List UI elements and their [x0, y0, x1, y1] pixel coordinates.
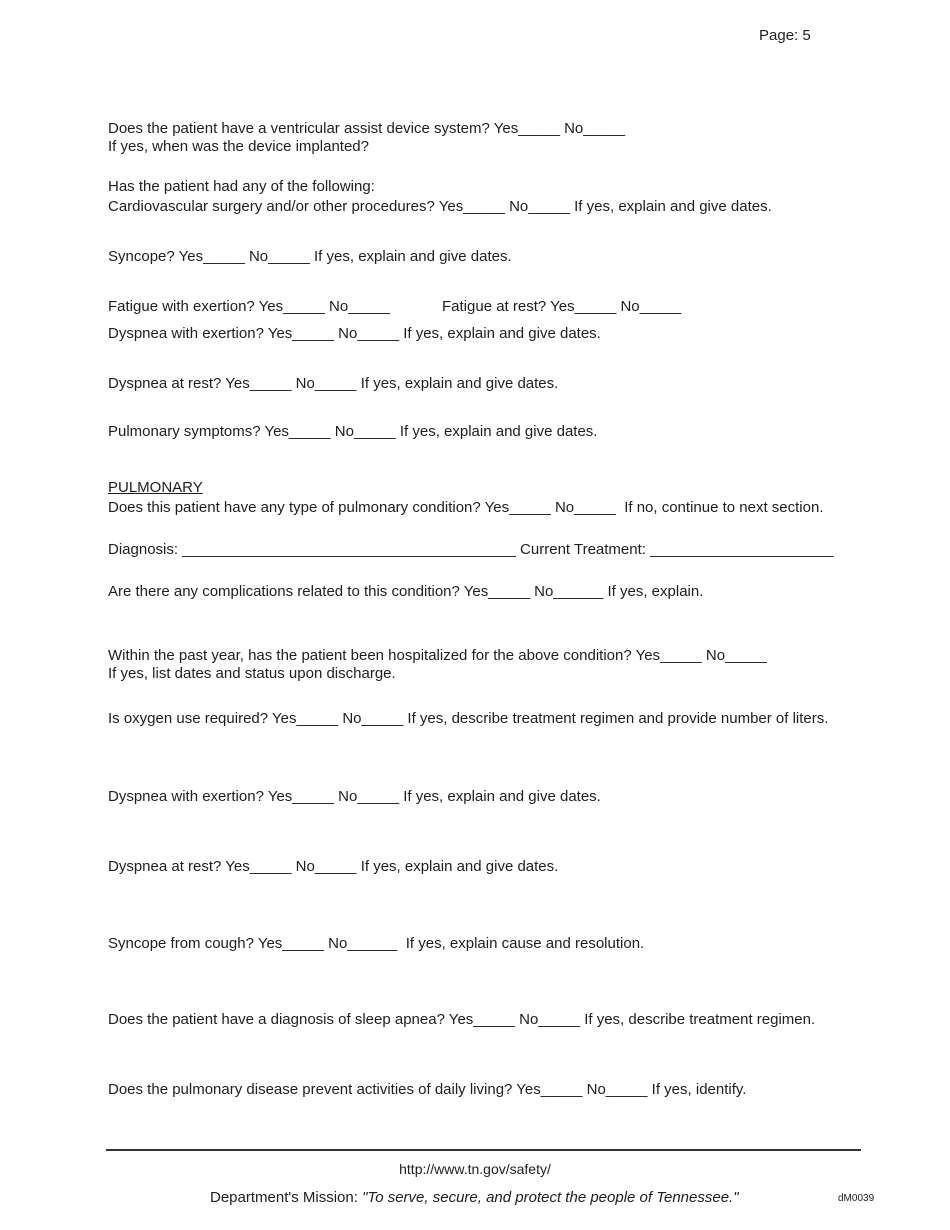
following-intro: Has the patient had any of the following: — [108, 178, 375, 195]
diagnosis-line: Diagnosis: ________________________________________ Current Treatment: ______________________ — [108, 541, 834, 558]
dyspnea-rest-question: Dyspnea at rest? Yes_____ No_____ If yes, explain and give dates. — [108, 375, 559, 392]
fatigue-rest-question: Fatigue at rest? Yes_____ No_____ — [442, 298, 682, 315]
oxygen-question: Is oxygen use required? Yes_____ No_____ If yes, describe treatment regimen and provide number of liters. — [108, 710, 829, 727]
mission-label: Department's Mission: — [210, 1189, 363, 1206]
vad-followup: If yes, when was the device implanted? — [108, 138, 369, 155]
mission-quote: "To serve, secure, and protect the people of Tennessee." — [362, 1189, 739, 1206]
footer-divider — [106, 1149, 861, 1151]
daily-living-question: Does the pulmonary disease prevent activities of daily living? Yes_____ No_____ If yes, identify. — [108, 1081, 747, 1098]
complications-question: Are there any complications related to this condition? Yes_____ No______ If yes, explain. — [108, 583, 704, 600]
pulmonary-symptoms-question: Pulmonary symptoms? Yes_____ No_____ If yes, explain and give dates. — [108, 423, 598, 440]
footer-url: http://www.tn.gov/safety/ — [399, 1161, 551, 1177]
pulmonary-section-title: PULMONARY — [108, 479, 203, 496]
hospitalized-question: Within the past year, has the patient been hospitalized for the above condition? Yes_____ No_____ — [108, 647, 767, 664]
fatigue-exertion-question: Fatigue with exertion? Yes_____ No_____ — [108, 298, 390, 315]
dyspnea-rest-question-2: Dyspnea at rest? Yes_____ No_____ If yes, explain and give dates. — [108, 858, 559, 875]
cardio-surgery-question: Cardiovascular surgery and/or other procedures? Yes_____ No_____ If yes, explain and give dates. — [108, 198, 772, 215]
hospitalized-followup: If yes, list dates and status upon discharge. — [108, 665, 396, 682]
dyspnea-exertion-question-2: Dyspnea with exertion? Yes_____ No_____ If yes, explain and give dates. — [108, 788, 601, 805]
syncope-cough-question: Syncope from cough? Yes_____ No______ If yes, explain cause and resolution. — [108, 935, 645, 952]
page-number: Page: 5 — [759, 27, 811, 44]
pulmonary-condition-question: Does this patient have any type of pulmonary condition? Yes_____ No_____ If no, continue to next section. — [108, 499, 824, 516]
form-code: dM0039 — [838, 1193, 875, 1204]
footer-mission — [210, 1189, 739, 1206]
dyspnea-exertion-question: Dyspnea with exertion? Yes_____ No_____ If yes, explain and give dates. — [108, 325, 601, 342]
vad-question: Does the patient have a ventricular assist device system? Yes_____ No_____ — [108, 120, 625, 137]
syncope-question: Syncope? Yes_____ No_____ If yes, explain and give dates. — [108, 248, 512, 265]
sleep-apnea-question: Does the patient have a diagnosis of sleep apnea? Yes_____ No_____ If yes, describe treatment regimen. — [108, 1011, 816, 1028]
